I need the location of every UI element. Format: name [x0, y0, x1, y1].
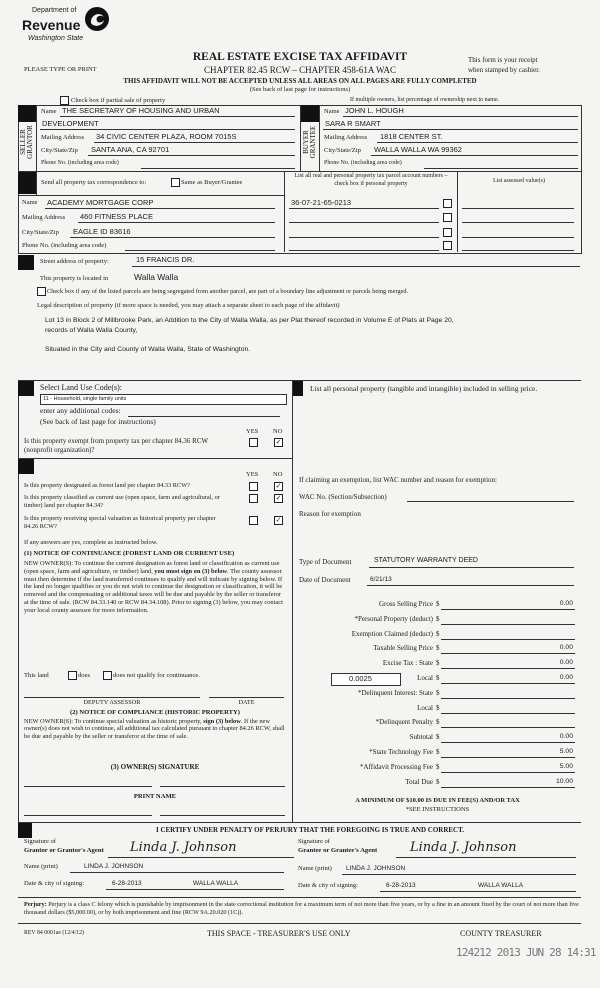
grantee-name[interactable]: LINDA J. JOHNSON: [346, 865, 406, 872]
tax-row-value[interactable]: 0.00: [559, 644, 573, 652]
tax-row-line: [441, 757, 575, 758]
seller-address-label: Mailing Address: [41, 134, 85, 141]
legal-description-2[interactable]: records of Walla Walla County,: [45, 327, 138, 334]
seller-name-label: Name: [41, 108, 57, 115]
doc-date[interactable]: 6/21/13: [370, 576, 392, 583]
corr-name-label: Name: [22, 199, 38, 206]
currency-symbol: $: [436, 614, 440, 623]
notice-continuance-title: (1) NOTICE OF CONTINUANCE (FOREST LAND OR CURRENT USE): [24, 550, 235, 557]
historic-yes-checkbox[interactable]: [249, 516, 258, 525]
section-marker-seller: [18, 105, 36, 122]
same-as-buyer-checkbox[interactable]: [171, 178, 180, 187]
buyer-city-label: City/State/Zip: [324, 147, 361, 154]
chapter-reference: CHAPTER 82.45 RCW – CHAPTER 458-61A WAC: [204, 65, 396, 75]
section-marker-buyer: [301, 105, 319, 122]
date-label: DATE: [238, 699, 255, 706]
deputy-assessor-label: DEPUTY ASSESSOR: [83, 699, 141, 706]
seller-address[interactable]: 34 CIVIC CENTER PLAZA, ROOM 7015S: [96, 132, 237, 141]
grantor-sig-label-2: Grantor or Grantor's Agent: [24, 847, 104, 854]
grantee-signature[interactable]: Linda J. Johnson: [410, 840, 517, 855]
exemption-claim-label: If claiming an exemption, list WAC number and reason for exemption:: [299, 476, 497, 484]
located-county[interactable]: Walla Walla: [134, 272, 179, 282]
reason-label: Reason for exemption: [299, 510, 361, 518]
land-use-select[interactable]: [40, 394, 287, 405]
personal-property-label: List all personal property (tangible and intangible) included in selling price.: [310, 384, 538, 393]
treasurer-space-label: THIS SPACE - TREASURER'S USE ONLY: [207, 929, 351, 938]
currency-symbol: $: [436, 703, 440, 712]
historic-no-checkbox[interactable]: ✓: [275, 516, 282, 524]
tax-row-line: [441, 653, 575, 654]
section-marker-certification: [18, 823, 32, 838]
notice2-bold: sign (3) below: [203, 718, 241, 725]
does-not-checkbox[interactable]: [103, 671, 112, 680]
currency-symbol: $: [436, 674, 440, 682]
currency-symbol: $: [436, 688, 440, 697]
minimum-due-note: A MINIMUM OF $10.00 IS DUE IN FEE(S) AND/OR TAX: [355, 797, 520, 804]
partial-sale-label: Check box if partial sale of property: [71, 97, 166, 104]
buyer-label: BUYER: [302, 130, 310, 154]
exempt-question: Is this property exempt from property tax per chapter 84.36 RCW (nonprofit organization)?: [24, 437, 208, 454]
grantee-date[interactable]: 6-28-2013: [386, 882, 416, 889]
section-marker-property: [18, 255, 34, 270]
buyer-name-label: Name: [324, 108, 340, 115]
buyer-phone-input[interactable]: [424, 168, 578, 169]
same-as-buyer-label: Same as Buyer/Grantee: [181, 179, 243, 186]
section-marker-land-use: [18, 381, 34, 396]
buyer-name-2[interactable]: SARA R SMART: [325, 119, 381, 128]
forest-question: Is this property designated as forest land per chapter 84.33 RCW?: [24, 482, 190, 489]
deputy-signature-line[interactable]: [24, 697, 200, 698]
buyer-name-1[interactable]: JOHN L. HOUGH: [345, 106, 404, 115]
logo-line3: Washington State: [28, 35, 84, 42]
grantee-date-label: Date & city of signing:: [298, 882, 358, 889]
section-marker-personal-property: [293, 381, 303, 396]
tax-row-value[interactable]: 0.00: [559, 600, 573, 607]
local-rate: 0.0025: [349, 674, 372, 683]
doc-date-label: Date of Document: [299, 576, 351, 584]
treasurer-stamp: 124212 2013 JUN 28 14:31: [456, 946, 596, 959]
segregated-checkbox[interactable]: [37, 287, 46, 296]
print-name-line[interactable]: [160, 815, 285, 816]
street-address-label: Street address of property:: [40, 258, 109, 265]
currency-symbol: $: [436, 659, 440, 668]
grantee-name-label: Name (print): [298, 865, 332, 872]
section-marker-correspondence: [18, 172, 36, 194]
grantor-name[interactable]: LINDA J. JOHNSON: [84, 863, 144, 870]
tax-row-label: *Delinquent Interest: State: [357, 688, 433, 697]
exempt-no-checkbox[interactable]: ✓: [275, 438, 282, 446]
tax-row-label: Subtotal: [409, 733, 433, 742]
partial-sale-checkbox[interactable]: [60, 96, 69, 105]
tax-row-value[interactable]: 5.00: [559, 762, 573, 770]
does-label: does: [78, 672, 91, 679]
wac-input[interactable]: [407, 501, 574, 502]
historic-question: Is this property receiving special valuation as historical property per chapter 84.26 RCW?: [24, 515, 216, 530]
please-type: PLEASE TYPE OR PRINT: [24, 66, 97, 73]
tax-row-label: Local: [417, 674, 433, 682]
print-name-label: PRINT NAME: [133, 793, 177, 800]
no-header: NO: [273, 471, 283, 478]
notice1-bold: you must sign on (3) below: [154, 567, 228, 575]
receipt-note-1: This form is your receipt: [468, 56, 538, 64]
seller-city-label: City/State/Zip: [41, 147, 78, 154]
does-checkbox[interactable]: [68, 671, 77, 680]
tax-row-line: [441, 683, 575, 684]
county-treasurer-label: COUNTY TREASURER: [460, 929, 542, 938]
tax-row-line: [441, 639, 575, 640]
tax-row-label: *State Technology Fee: [369, 748, 433, 756]
exempt-yes-checkbox[interactable]: [249, 438, 258, 447]
grantee-sig-label-2: Grantee or Grantee's Agent: [298, 847, 378, 854]
tax-row-label: Total Due: [405, 777, 433, 786]
grantee-city[interactable]: WALLA WALLA: [478, 882, 524, 889]
owner-signature-line[interactable]: [24, 786, 152, 787]
perjury-bold: Perjury:: [24, 901, 47, 908]
corr-city[interactable]: EAGLE ID 83616: [73, 227, 131, 236]
located-label: This property is located in: [40, 275, 109, 282]
seller-side-label: [20, 123, 34, 161]
tax-row-value[interactable]: 0.00: [559, 659, 573, 667]
corr-address-label: Mailing Address: [22, 214, 66, 221]
notice-compliance-text: [24, 718, 289, 740]
tax-row-value[interactable]: 10.00: [555, 777, 573, 785]
tax-row-label: *Delinquent Penalty: [375, 718, 433, 727]
certification-statement: I CERTIFY UNDER PENALTY OF PERJURY THAT THE FOREGOING IS TRUE AND CORRECT.: [155, 826, 464, 834]
seller-name-1[interactable]: THE SECRETARY OF HOUSING AND URBAN: [62, 106, 220, 115]
buyer-phone-label: Phone No. (including area code): [324, 160, 402, 166]
currency-symbol: $: [436, 748, 440, 756]
tax-row-line: [441, 742, 575, 743]
grantee-label: GRANTEE: [309, 125, 317, 159]
land-use-label: Select Land Use Code(s):: [40, 383, 122, 392]
owner-signature-line[interactable]: [160, 786, 285, 787]
logo-line2: Revenue: [22, 17, 81, 33]
grantor-name-label: Name (print): [24, 863, 58, 870]
notice1-text-a: NEW OWNER(S): To continue the current designation as forest land or classification as current use (open space, farm and agriculture, or timber) land,: [24, 560, 280, 575]
correspondence-label: Send all property tax correspondence to:: [41, 179, 147, 186]
corr-phone-label: Phone No. (including area code): [22, 242, 107, 249]
seller-city[interactable]: SANTA ANA, CA 92701: [91, 145, 170, 154]
currency-symbol: $: [436, 644, 440, 653]
currency-symbol: $: [436, 629, 440, 638]
tax-row-label: *Personal Property (deduct): [354, 614, 433, 623]
currency-symbol: $: [436, 718, 440, 727]
corr-name[interactable]: ACADEMY MORTGAGE CORP: [47, 198, 154, 207]
tax-row-label: Taxable Selling Price: [373, 644, 433, 653]
local-rate-box[interactable]: [331, 673, 401, 686]
segregated-label: Check box if any of the listed parcels are being segregated from another parcel, are part of a boundary line adjustment or parcels being merged.: [47, 288, 409, 295]
no-header: NO: [273, 428, 283, 435]
grantor-label: GRANTOR: [26, 125, 34, 159]
see-back-note: (See back of last page for instructions): [249, 86, 351, 93]
does-not-label: does not qualify for continuance.: [113, 672, 200, 679]
grantor-signature[interactable]: Linda J. Johnson: [130, 840, 237, 855]
yes-header: YES: [246, 428, 259, 435]
additional-codes-label: enter any additional codes:: [40, 406, 121, 415]
tax-row-line: [441, 713, 575, 714]
land-use-value: 11 - Household, single family units: [43, 396, 127, 402]
tax-row-label: Excise Tax : State: [382, 659, 433, 668]
forest-yes-checkbox[interactable]: [249, 482, 258, 491]
tax-row-value[interactable]: 5.00: [559, 748, 573, 755]
grantor-city[interactable]: WALLA WALLA: [193, 880, 239, 887]
personal-property-checkbox[interactable]: [443, 199, 452, 208]
personal-property-checkbox[interactable]: [443, 228, 452, 237]
notice2-text-a: NEW OWNER(S): To continue special valuation as historic property,: [24, 718, 204, 725]
doc-type-label: Type of Document: [299, 558, 352, 566]
seller-phone-input[interactable]: [141, 168, 295, 169]
buyer-side-label: [303, 123, 317, 161]
street-address[interactable]: 15 FRANCIS DR.: [136, 255, 195, 264]
grantee-sig-label-1: Signature of: [298, 838, 330, 845]
currency-symbol: $: [436, 762, 440, 771]
currency-symbol: $: [436, 600, 440, 608]
perjury-notice: [24, 901, 580, 917]
buyer-address[interactable]: 1818 CENTER ST.: [380, 132, 443, 141]
tax-row-line: [441, 668, 575, 669]
yes-header: YES: [246, 471, 259, 478]
print-name-line[interactable]: [24, 815, 152, 816]
doc-type[interactable]: STATUTORY WARRANTY DEED: [374, 557, 478, 564]
multiple-owners-note: If multiple owners, list percentage of ownership next to name.: [350, 97, 500, 103]
form-number: REV 84 0001ae (12/4/12): [24, 930, 84, 936]
revenue-swirl-icon: [84, 6, 110, 32]
wac-label: WAC No. (Section/Subsection): [299, 493, 387, 501]
tax-row-label: Local: [417, 703, 433, 712]
legal-description-label: Legal description of property (if more space is needed, you may attach a separate sheet to each page of the affidavit): [37, 302, 340, 309]
tax-row-line: [441, 727, 575, 728]
grantor-date-label: Date & city of signing:: [24, 880, 84, 887]
notice2-text-b: . If the new owner(s) does not wish to continue, all additional tax calculated pursuant to chapter 84.26 RCW, shall be due and payable by the seller or transferor at the time of sale.: [24, 718, 285, 740]
current-use-no-checkbox[interactable]: ✓: [275, 494, 282, 502]
this-land-label: This land: [24, 672, 49, 679]
corr-address[interactable]: 460 FITNESS PLACE: [80, 212, 153, 221]
seller-name-2[interactable]: DEVELOPMENT: [42, 119, 99, 128]
notice-continuance-text: [24, 560, 286, 615]
corr-city-label: City/State/Zip: [22, 229, 59, 236]
tax-row-label: Exemption Claimed (deduct): [351, 629, 433, 638]
tax-row-line: [441, 787, 575, 788]
tax-row-line: [441, 698, 575, 699]
receipt-note-2: when stamped by cashier.: [468, 66, 540, 74]
seller-phone-label: Phone No. (including area code): [41, 160, 119, 166]
grantor-sig-label-1: Signature of: [24, 838, 56, 845]
notice1-text-b: . The county assessor must then determine if the land transferred continues to qualify and will indicate by signing below. If the land no longer qualifies or you do not wish to continue the designation or classification, it will be removed and the compensating or additional taxes will be due and payable by the seller or transferor at the time of sale. (RCW 84.33.140 or RCW 84.34.108). Prior to signing (3) below, you may contact your local county assessor for more information.: [24, 567, 283, 614]
deputy-date-line[interactable]: [209, 697, 284, 698]
buyer-city[interactable]: WALLA WALLA WA 99362: [374, 145, 462, 154]
tax-row-line: [441, 609, 575, 610]
section-marker-designations: [18, 459, 34, 474]
forest-no-checkbox[interactable]: ✓: [275, 482, 282, 490]
buyer-address-label: Mailing Address: [324, 134, 368, 141]
legal-description-1[interactable]: Lot 13 in Block 2 of Millbrooke Park, an Addition to the City of Walla Walla, as per Plat thereof recorded in Volume E of Plats at Page 20,: [45, 317, 454, 324]
page-title: REAL ESTATE EXCISE TAX AFFIDAVIT: [192, 51, 408, 63]
see-instructions-note: *SEE INSTRUCTIONS: [405, 806, 470, 813]
tax-row-value[interactable]: 0.00: [559, 733, 573, 741]
legal-description-3[interactable]: Situated in the City and County of Walla Walla, State of Washington.: [45, 346, 251, 353]
tax-row-label: *Affidavit Processing Fee: [360, 762, 433, 771]
grantor-date[interactable]: 6-28-2013: [112, 880, 142, 887]
perjury-text: Perjury is a class C felony which is punishable by imprisonment in the state correctional institution for a maximum term of not more than five years, or by a fine in an amount fixed by the court of not more than five thousand dollars ($5,000.00), or by both imprisonment and fine (RCW 9A.20.020 (1C)).: [24, 901, 579, 917]
if-yes-note: If any answers are yes, complete as instructed below.: [24, 539, 158, 546]
tax-row-line: [441, 772, 575, 773]
completion-warning: THIS AFFIDAVIT WILL NOT BE ACCEPTED UNLESS ALL AREAS ON ALL PAGES ARE FULLY COMPLETED: [123, 77, 477, 85]
parcel-header: List all real and personal property tax parcel account numbers – check box if personal property: [294, 173, 448, 187]
current-use-yes-checkbox[interactable]: [249, 494, 258, 503]
notice-compliance-title: (2) NOTICE OF COMPLIANCE (HISTORIC PROPERTY): [70, 709, 240, 716]
tax-row-label: Gross Selling Price: [378, 600, 433, 608]
currency-symbol: $: [436, 733, 440, 742]
current-use-question: Is this property classified as current use (open space, farm and agricultural, or timber) land per chapter 84.34?: [24, 494, 220, 509]
currency-symbol: $: [436, 777, 440, 786]
personal-property-checkbox[interactable]: [443, 213, 452, 222]
tax-row-line: [441, 624, 575, 625]
land-use-see-back: (See back of last page for instructions): [40, 417, 156, 426]
tax-row-value[interactable]: 0.00: [559, 674, 573, 681]
parcel-number[interactable]: 36-07-21-65-0213: [291, 198, 352, 207]
assessed-header: List assessed value(s): [493, 178, 545, 184]
personal-property-checkbox[interactable]: [443, 241, 452, 250]
owner-signature-label: (3) OWNER(S) SIGNATURE: [110, 763, 200, 771]
logo-line1: Department of: [32, 7, 77, 14]
seller-label: SELLER: [19, 129, 27, 155]
